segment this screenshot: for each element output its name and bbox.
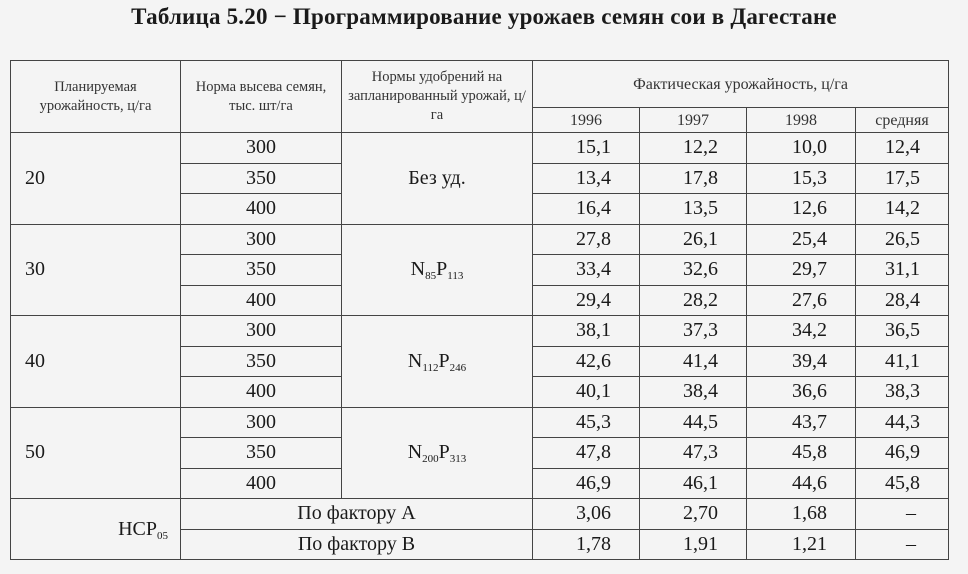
yield-1998-cell: 34,2	[747, 316, 856, 347]
yield-1998-cell: 39,4	[747, 346, 856, 377]
yield-1997-cell: 28,2	[640, 285, 747, 316]
yield-1998-cell: 1,21	[747, 529, 856, 560]
header-fertilizer-norm: Нормы удобрений на запланированный урожай, ц/га	[342, 61, 533, 133]
yield-1997-cell: 41,4	[640, 346, 747, 377]
yield-1998-cell: 10,0	[747, 133, 856, 164]
yield-1997-cell: 38,4	[640, 377, 747, 408]
seeding-rate-cell: 400	[181, 285, 342, 316]
seeding-rate-cell: 300	[181, 133, 342, 164]
seeding-rate-cell: 300	[181, 316, 342, 347]
nitrogen-dose: 112	[422, 361, 439, 374]
seeding-rate-cell: 400	[181, 194, 342, 225]
table-row	[11, 499, 949, 530]
yield-1997-cell: 12,2	[640, 133, 747, 164]
hcp-label: НСР	[118, 517, 157, 540]
seeding-rate-cell: 350	[181, 255, 342, 286]
yield-average-cell: 12,4	[856, 133, 949, 164]
yield-1998-cell: 15,3	[747, 163, 856, 194]
seeding-rate-cell: 300	[181, 224, 342, 255]
table-row	[11, 316, 949, 347]
yield-1996-cell: 16,4	[533, 194, 640, 225]
yield-1996-cell: 15,1	[533, 133, 640, 164]
yield-average-cell: 44,3	[856, 407, 949, 438]
yield-average-cell: 17,5	[856, 163, 949, 194]
seeding-rate-cell: 350	[181, 163, 342, 194]
yield-1997-cell: 46,1	[640, 468, 747, 499]
yield-1996-cell: 3,06	[533, 499, 640, 530]
factor-label-cell: По фактору В	[181, 529, 533, 560]
yield-average-cell: 46,9	[856, 438, 949, 469]
yield-average-cell: 14,2	[856, 194, 949, 225]
yield-average-cell: 31,1	[856, 255, 949, 286]
header-year-1996: 1996	[533, 108, 640, 133]
yield-1996-cell: 46,9	[533, 468, 640, 499]
phosphorus-dose: 313	[449, 453, 467, 466]
yield-1998-cell: 36,6	[747, 377, 856, 408]
phosphorus-dose: 113	[447, 270, 464, 283]
table-title: Таблица 5.20 − Программирование урожаев семян сои в Дагестане	[131, 4, 837, 29]
soy-yield-table	[10, 60, 949, 560]
yield-1996-cell: 47,8	[533, 438, 640, 469]
yield-1996-cell: 29,4	[533, 285, 640, 316]
planned-yield-cell: 50	[11, 407, 181, 499]
nitrogen-symbol: N	[407, 441, 423, 464]
header-year-1997: 1997	[640, 108, 747, 133]
yield-1997-cell: 26,1	[640, 224, 747, 255]
seeding-rate-cell: 350	[181, 346, 342, 377]
header-seeding-rate: Норма высева семян, тыс. шт/га	[181, 61, 342, 133]
hcp-label-sub: 05	[157, 529, 168, 542]
table-row	[11, 224, 949, 255]
phosphorus-dose: 246	[449, 361, 467, 374]
seeding-rate-cell: 400	[181, 377, 342, 408]
yield-1997-cell: 37,3	[640, 316, 747, 347]
yield-1997-cell: 44,5	[640, 407, 747, 438]
yield-1996-cell: 38,1	[533, 316, 640, 347]
nitrogen-dose: 85	[425, 270, 437, 283]
planned-yield-cell: 30	[11, 224, 181, 316]
yield-1998-cell: 1,68	[747, 499, 856, 530]
yield-1996-cell: 40,1	[533, 377, 640, 408]
header-average: средняя	[856, 108, 949, 133]
fertilizer-cell: Без уд.	[342, 133, 533, 225]
nitrogen-symbol: N	[410, 258, 426, 281]
yield-1997-cell: 1,91	[640, 529, 747, 560]
yield-1998-cell: 27,6	[747, 285, 856, 316]
phosphorus-symbol: P	[436, 258, 448, 281]
header-actual-yield: Фактическая урожайность, ц/га	[533, 61, 949, 108]
seeding-rate-cell: 300	[181, 407, 342, 438]
yield-1998-cell: 12,6	[747, 194, 856, 225]
phosphorus-symbol: P	[438, 441, 450, 464]
fertilizer-cell	[342, 224, 533, 316]
yield-1996-cell: 1,78	[533, 529, 640, 560]
phosphorus-symbol: P	[438, 349, 450, 372]
factor-label-cell: По фактору А	[181, 499, 533, 530]
nitrogen-symbol: N	[407, 349, 423, 372]
table-row	[11, 133, 949, 164]
nitrogen-dose: 200	[422, 453, 439, 466]
yield-1996-cell: 13,4	[533, 163, 640, 194]
yield-1996-cell: 42,6	[533, 346, 640, 377]
yield-1998-cell: 44,6	[747, 468, 856, 499]
yield-1996-cell: 27,8	[533, 224, 640, 255]
table-row	[11, 407, 949, 438]
yield-1997-cell: 13,5	[640, 194, 747, 225]
yield-1996-cell: 33,4	[533, 255, 640, 286]
yield-average-cell: 41,1	[856, 346, 949, 377]
seeding-rate-cell: 350	[181, 438, 342, 469]
yield-average-cell: 45,8	[856, 468, 949, 499]
yield-average-cell: 38,3	[856, 377, 949, 408]
yield-average-cell: –	[856, 529, 949, 560]
yield-1996-cell: 45,3	[533, 407, 640, 438]
planned-yield-cell: 20	[11, 133, 181, 225]
yield-average-cell: 28,4	[856, 285, 949, 316]
yield-1997-cell: 32,6	[640, 255, 747, 286]
yield-1998-cell: 45,8	[747, 438, 856, 469]
yield-1998-cell: 29,7	[747, 255, 856, 286]
seeding-rate-cell: 400	[181, 468, 342, 499]
yield-average-cell: –	[856, 499, 949, 530]
yield-1998-cell: 43,7	[747, 407, 856, 438]
fertilizer-cell	[342, 407, 533, 499]
header-year-1998: 1998	[747, 108, 856, 133]
yield-1998-cell: 25,4	[747, 224, 856, 255]
yield-average-cell: 26,5	[856, 224, 949, 255]
header-planned-yield: Планируемая урожайность, ц/га	[11, 61, 181, 133]
yield-1997-cell: 2,70	[640, 499, 747, 530]
hcp-label-cell	[11, 499, 181, 560]
yield-1997-cell: 47,3	[640, 438, 747, 469]
yield-1997-cell: 17,8	[640, 163, 747, 194]
fertilizer-cell	[342, 316, 533, 408]
yield-average-cell: 36,5	[856, 316, 949, 347]
planned-yield-cell: 40	[11, 316, 181, 408]
